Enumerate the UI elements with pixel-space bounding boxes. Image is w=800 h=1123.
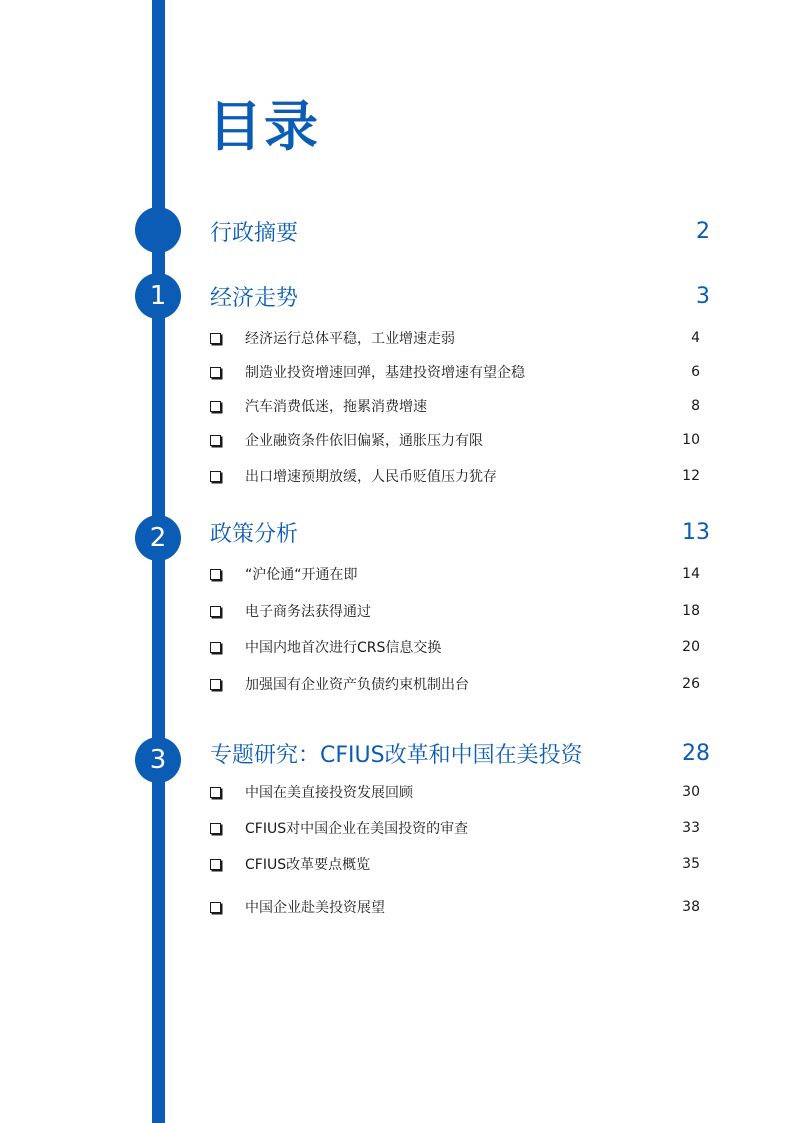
section-node-3: 3	[135, 737, 181, 783]
toc-section-policy[interactable]	[210, 516, 710, 548]
section-title: 经济走势	[210, 285, 299, 311]
item-label: 制造业投资增速回弹，基建投资增速有望企稳	[245, 365, 525, 381]
item-label: 经济运行总体平稳，工业增速走弱	[245, 331, 455, 347]
toc-item[interactable]	[210, 636, 700, 658]
page-title: 目录	[208, 95, 320, 158]
checkbox-bullet-icon	[210, 569, 221, 580]
item-page: 35	[682, 856, 700, 872]
toc-section-executive-summary[interactable]	[210, 215, 710, 247]
item-page: 6	[691, 364, 700, 380]
toc-section-economy[interactable]	[210, 280, 710, 312]
item-label: 中国企业赴美投资展望	[245, 900, 385, 916]
item-page: 12	[682, 468, 700, 484]
toc-item[interactable]	[210, 781, 700, 803]
toc-item[interactable]	[210, 361, 700, 383]
section-title: 行政摘要	[210, 220, 299, 246]
toc-item[interactable]	[210, 563, 700, 585]
toc-item[interactable]	[210, 896, 700, 918]
section-node-0	[135, 207, 181, 253]
item-label: CFIUS改革要点概览	[245, 857, 371, 873]
item-page: 30	[682, 784, 700, 800]
section-page: 3	[696, 283, 710, 309]
checkbox-bullet-icon	[210, 679, 221, 690]
checkbox-bullet-icon	[210, 401, 221, 412]
item-label: 电子商务法获得通过	[245, 604, 371, 620]
checkbox-bullet-icon	[210, 435, 221, 446]
item-page: 20	[682, 639, 700, 655]
section-title: 专题研究：CFIUS改革和中国在美投资	[210, 742, 583, 768]
section-node-2: 2	[135, 515, 181, 561]
item-page: 14	[682, 566, 700, 582]
toc-item[interactable]	[210, 600, 700, 622]
toc-item[interactable]	[210, 465, 700, 487]
checkbox-bullet-icon	[210, 787, 221, 798]
toc-section-special-research[interactable]	[210, 737, 710, 769]
section-page: 13	[682, 519, 710, 545]
item-page: 38	[682, 899, 700, 915]
section-node-1: 1	[135, 273, 181, 319]
item-page: 8	[691, 398, 700, 414]
checkbox-bullet-icon	[210, 367, 221, 378]
section-title: 政策分析	[210, 521, 299, 547]
checkbox-bullet-icon	[210, 333, 221, 344]
checkbox-bullet-icon	[210, 642, 221, 653]
section-page: 28	[682, 740, 710, 766]
item-label: 中国内地首次进行CRS信息交换	[245, 640, 442, 656]
item-label: 出口增速预期放缓，人民币贬值压力犹存	[245, 469, 497, 485]
item-label: 汽车消费低迷，拖累消费增速	[245, 399, 427, 415]
item-page: 4	[691, 330, 700, 346]
item-label: CFIUS对中国企业在美国投资的审查	[245, 821, 469, 837]
checkbox-bullet-icon	[210, 902, 221, 913]
item-label: 加强国有企业资产负债约束机制出台	[245, 677, 469, 693]
checkbox-bullet-icon	[210, 823, 221, 834]
toc-item[interactable]	[210, 817, 700, 839]
toc-item[interactable]	[210, 327, 700, 349]
toc-item[interactable]	[210, 395, 700, 417]
toc-item[interactable]	[210, 429, 700, 451]
timeline-rail	[152, 0, 165, 1123]
toc-item[interactable]	[210, 673, 700, 695]
item-label: “沪伦通“开通在即	[245, 567, 358, 583]
item-page: 18	[682, 603, 700, 619]
toc-item[interactable]	[210, 853, 700, 875]
item-page: 33	[682, 820, 700, 836]
item-label: 企业融资条件依旧偏紧，通胀压力有限	[245, 433, 483, 449]
item-label: 中国在美直接投资发展回顾	[245, 785, 413, 801]
item-page: 26	[682, 676, 700, 692]
section-page: 2	[696, 218, 710, 244]
checkbox-bullet-icon	[210, 606, 221, 617]
item-page: 10	[682, 432, 700, 448]
checkbox-bullet-icon	[210, 859, 221, 870]
checkbox-bullet-icon	[210, 471, 221, 482]
